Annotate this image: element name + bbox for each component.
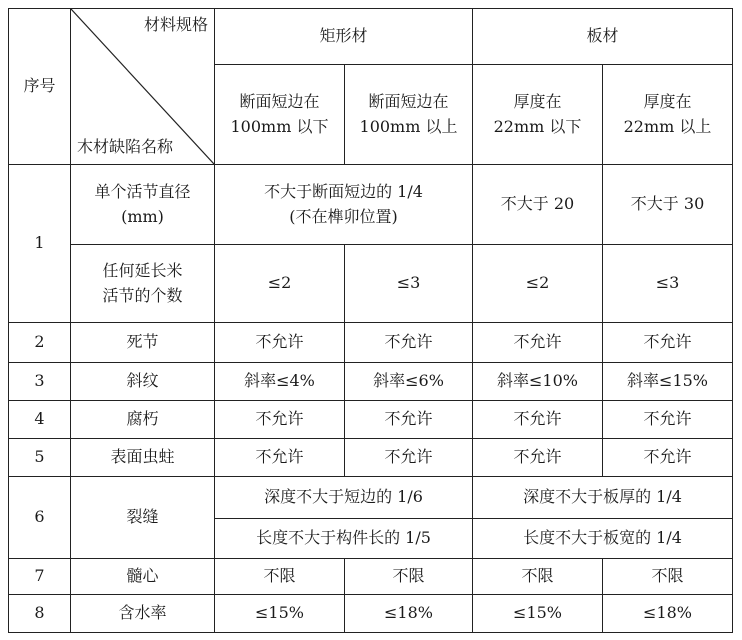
row-2-rect1: 不允许 — [215, 323, 345, 363]
row-1a-board2: 不大于 30 — [603, 165, 733, 245]
row-1b-name-line2: 活节的个数 — [102, 285, 183, 305]
row-8-board2: ≤18% — [603, 595, 733, 633]
row-3-rect2: 斜率≤6% — [345, 363, 473, 401]
wood-defect-table — [8, 8, 733, 633]
table-row-3 — [9, 363, 733, 401]
header-board-sub2 — [603, 65, 733, 165]
row-1a-name — [71, 165, 215, 245]
row-4-board1: 不允许 — [473, 401, 603, 439]
header-seq: 序号 — [9, 9, 71, 165]
row-8-rect2: ≤18% — [345, 595, 473, 633]
row-7-no: 7 — [9, 559, 71, 595]
row-6a-rect: 深度不大于短边的 1/6 — [215, 477, 473, 519]
row-4-rect1: 不允许 — [215, 401, 345, 439]
row-7-rect1: 不限 — [215, 559, 345, 595]
row-6b-board: 长度不大于板宽的 1/4 — [473, 519, 733, 559]
row-4-no: 4 — [9, 401, 71, 439]
table-row-8 — [9, 595, 733, 633]
header-rect-sub1-line1: 断面短边在 — [239, 91, 320, 111]
row-1b-rect1: ≤2 — [215, 245, 345, 323]
table-row-6a — [9, 477, 733, 519]
row-6-name: 裂缝 — [71, 477, 215, 559]
header-rect: 矩形材 — [215, 9, 473, 65]
row-1a-rect-line2: (不在榫卯位置) — [289, 206, 398, 226]
header-rect-sub2-line2: 100mm 以上 — [359, 116, 458, 136]
row-1b-rect2: ≤3 — [345, 245, 473, 323]
row-2-name: 死节 — [71, 323, 215, 363]
row-6b-rect: 长度不大于构件长的 1/5 — [215, 519, 473, 559]
row-5-rect2: 不允许 — [345, 439, 473, 477]
row-5-board1: 不允许 — [473, 439, 603, 477]
row-2-no: 2 — [9, 323, 71, 363]
header-rect-sub2-line1: 断面短边在 — [368, 91, 449, 111]
header-board-sub1-line2: 22mm 以下 — [493, 116, 582, 136]
row-8-no: 8 — [9, 595, 71, 633]
row-7-board1: 不限 — [473, 559, 603, 595]
row-1b-name — [71, 245, 215, 323]
header-diagonal-cell — [71, 9, 215, 165]
row-5-no: 5 — [9, 439, 71, 477]
header-board-sub1 — [473, 65, 603, 165]
header-board: 板材 — [473, 9, 733, 65]
row-4-board2: 不允许 — [603, 401, 733, 439]
row-1b-board1: ≤2 — [473, 245, 603, 323]
header-row-1 — [9, 9, 733, 65]
row-1b-name-line1: 任何延长米 — [102, 260, 183, 280]
table-row-7 — [9, 559, 733, 595]
table-row-4 — [9, 401, 733, 439]
row-7-board2: 不限 — [603, 559, 733, 595]
header-board-sub2-line2: 22mm 以上 — [623, 116, 712, 136]
header-board-sub1-line1: 厚度在 — [513, 91, 562, 111]
row-8-board1: ≤15% — [473, 595, 603, 633]
header-board-sub2-line1: 厚度在 — [643, 91, 692, 111]
row-3-name: 斜纹 — [71, 363, 215, 401]
header-rect-sub1 — [215, 65, 345, 165]
row-5-name: 表面虫蛀 — [71, 439, 215, 477]
row-8-rect1: ≤15% — [215, 595, 345, 633]
row-1a-rect-line1: 不大于断面短边的 1/4 — [264, 181, 423, 201]
row-2-board2: 不允许 — [603, 323, 733, 363]
row-1b-board2: ≤3 — [603, 245, 733, 323]
row-3-rect1: 斜率≤4% — [215, 363, 345, 401]
row-7-rect2: 不限 — [345, 559, 473, 595]
header-material-spec: 材料规格 — [143, 15, 208, 34]
row-2-board1: 不允许 — [473, 323, 603, 363]
row-3-no: 3 — [9, 363, 71, 401]
row-1a-rect — [215, 165, 473, 245]
row-6a-board: 深度不大于板厚的 1/4 — [473, 477, 733, 519]
row-2-rect2: 不允许 — [345, 323, 473, 363]
header-rect-sub1-line2: 100mm 以下 — [230, 116, 329, 136]
table-row-2 — [9, 323, 733, 363]
table-row-1a — [9, 165, 733, 245]
row-5-board2: 不允许 — [603, 439, 733, 477]
table-row-5 — [9, 439, 733, 477]
row-8-name: 含水率 — [71, 595, 215, 633]
row-4-rect2: 不允许 — [345, 401, 473, 439]
header-rect-sub2 — [345, 65, 473, 165]
row-3-board2: 斜率≤15% — [603, 363, 733, 401]
row-1a-name-line1: 单个活节直径 — [94, 181, 191, 201]
row-4-name: 腐朽 — [71, 401, 215, 439]
row-7-name: 髓心 — [71, 559, 215, 595]
row-6-no: 6 — [9, 477, 71, 559]
row-1a-board1: 不大于 20 — [473, 165, 603, 245]
row-1-no: 1 — [9, 165, 71, 323]
row-1a-name-line2: (mm) — [121, 206, 164, 226]
row-5-rect1: 不允许 — [215, 439, 345, 477]
row-3-board1: 斜率≤10% — [473, 363, 603, 401]
table-row-1b — [9, 245, 733, 323]
header-defect-name: 木材缺陷名称 — [77, 137, 174, 157]
